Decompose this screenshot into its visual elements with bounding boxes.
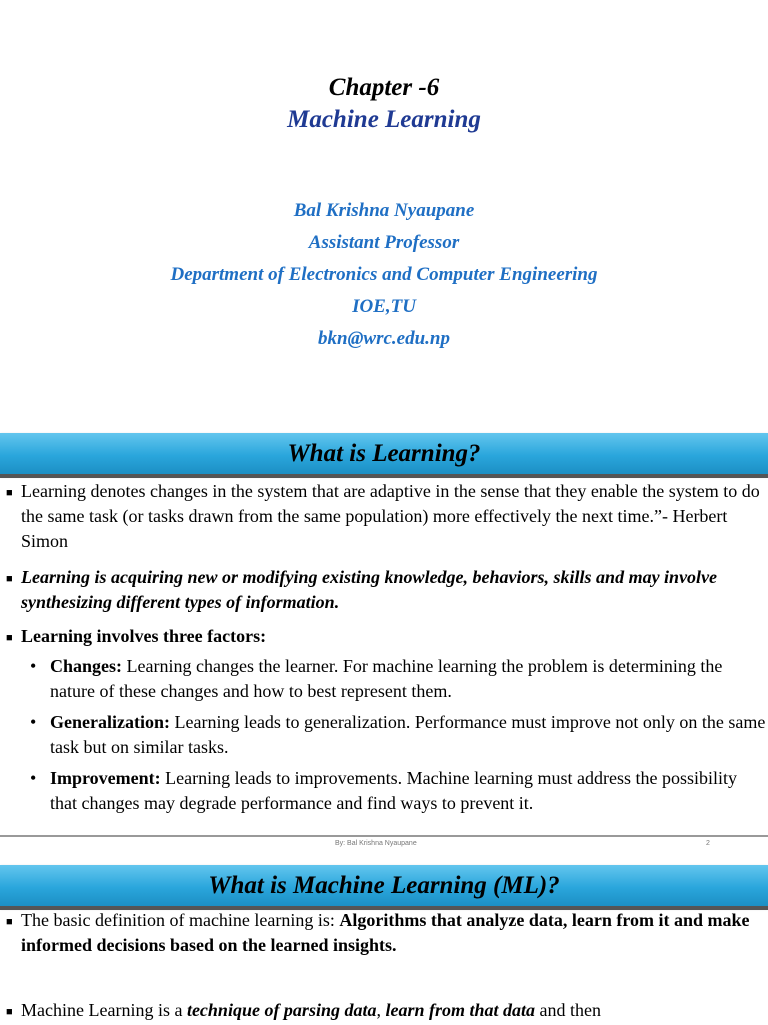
learning-factors-text: Learning involves three factors: [21, 626, 267, 646]
factor-description: Learning leads to improvements. Machine learning must address the possibility that changes may degrade performance and find ways to prevent it. [50, 768, 738, 813]
footer-author: By: Bal Krishna Nyaupane [335, 840, 417, 847]
slide3-title-bar [0, 865, 768, 906]
author-department: Department of Electronics and Computer Engineering [170, 264, 598, 285]
factor-term: Changes: [50, 656, 123, 676]
ml-definition-bold: Algorithms that analyze data, learn from it and make informed decisions based on the learned insights. [21, 910, 750, 955]
author-email: bkn@wrc.edu.np [318, 328, 450, 349]
factor-description: Learning changes the learner. For machine learning the problem is determining the nature of these changes and how to best represent them. [50, 656, 723, 701]
author-name: Bal Krishna Nyaupane [293, 200, 475, 221]
dot-bullet-icon: • [30, 712, 37, 732]
ml-technique-tail: and then [535, 1000, 601, 1020]
footer-page-number: 2 [706, 840, 710, 847]
ml-technique-emphasis-2: learn from that data [385, 1000, 535, 1020]
title-slide [0, 0, 768, 420]
dot-bullet-icon: • [30, 768, 37, 788]
ml-technique-lead: Machine Learning is a [21, 1000, 187, 1020]
author-institute: IOE,TU [352, 296, 416, 317]
chapter-title: Machine Learning [287, 106, 481, 133]
square-bullet-icon: ■ [6, 573, 13, 585]
author-position: Assistant Professor [308, 232, 460, 253]
dot-bullet-icon: • [30, 656, 37, 676]
factor-term: Generalization: [50, 712, 170, 732]
ml-technique-comma: , [376, 1000, 386, 1020]
square-bullet-icon: ■ [6, 1006, 13, 1018]
learning-definition-text: Learning denotes changes in the system that are adaptive in the sense that they enable the system to do the same task (or tasks drawn from the same population) more effectively the next time.”- Herbert Simon [21, 481, 760, 551]
footer-divider [0, 835, 768, 837]
factor-term: Improvement: [50, 768, 161, 788]
square-bullet-icon: ■ [6, 487, 13, 499]
chapter-label: Chapter -6 [328, 74, 440, 101]
slide2-title: What is Learning? [287, 440, 481, 467]
learning-acquiring-text: Learning is acquiring new or modifying existing knowledge, behaviors, skills and may involve synthesizing different types of information. [21, 567, 718, 612]
square-bullet-icon: ■ [6, 632, 13, 644]
ml-technique-emphasis: technique of parsing data [186, 1000, 377, 1020]
title-divider [0, 474, 768, 478]
slide3-title: What is Machine Learning (ML)? [208, 872, 560, 899]
square-bullet-icon: ■ [6, 916, 13, 928]
slide2-title-bar [0, 433, 768, 474]
ml-definition-lead: The basic definition of machine learning is: [21, 910, 340, 930]
factor-description: Learning leads to generalization. Performance must improve not only on the same task but on similar tasks. [50, 712, 766, 757]
